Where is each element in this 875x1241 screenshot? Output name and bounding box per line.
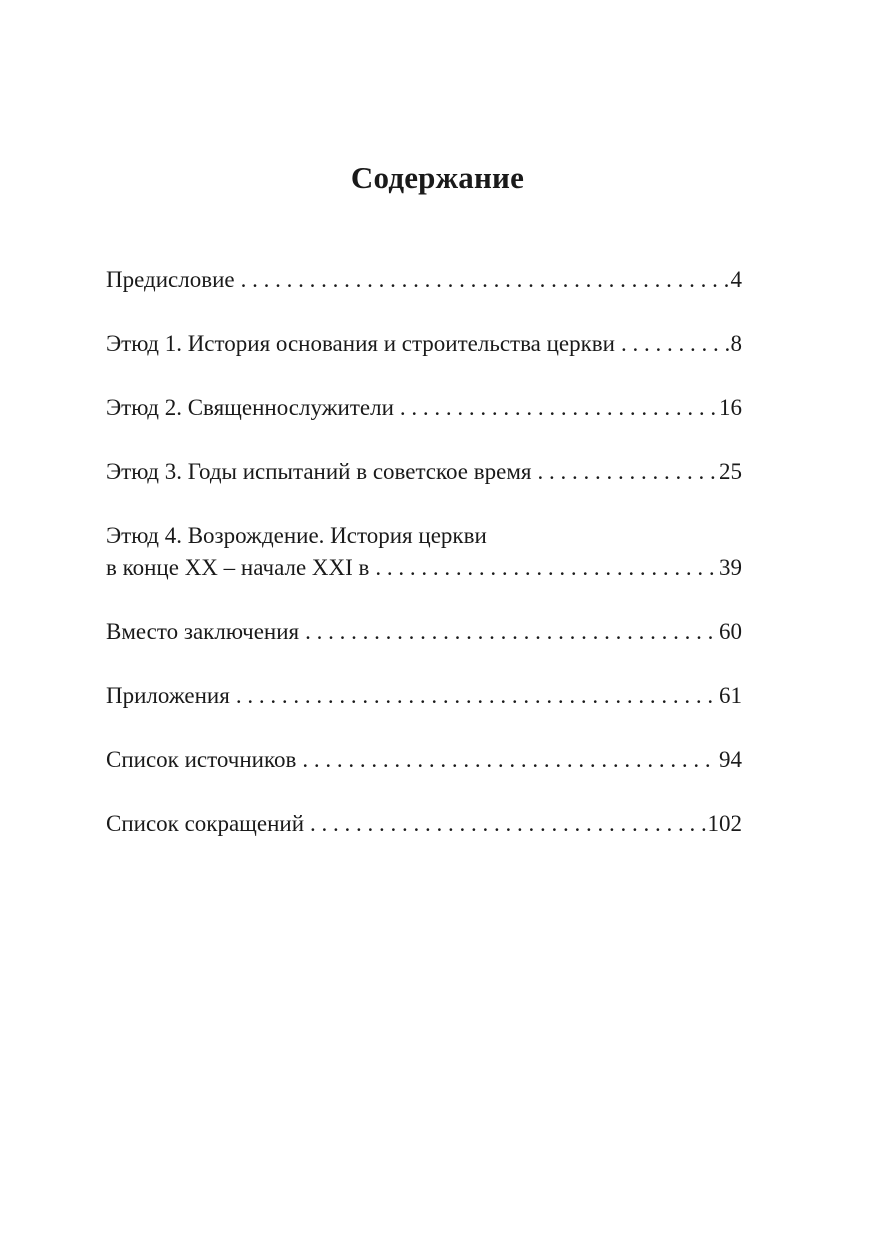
page-title: Содержание [350, 160, 525, 195]
toc-entry-sources[interactable] [106, 744, 742, 776]
toc-entry-preface[interactable] [106, 264, 742, 296]
dot-leader [299, 616, 717, 648]
dot-leader [296, 744, 717, 776]
dot-leader [615, 328, 729, 360]
toc-entry-abbreviations[interactable] [106, 808, 742, 840]
toc-entry-etude-2[interactable] [106, 392, 742, 424]
toc-entry-label-line2: в конце XX – начале XXI в [106, 555, 370, 580]
toc-entry-conclusion[interactable] [106, 616, 742, 648]
table-of-contents [106, 264, 742, 840]
toc-entry-etude-1[interactable] [106, 328, 742, 360]
dot-leader [304, 808, 705, 840]
toc-page-number: 94 [719, 747, 742, 772]
toc-entry-label: Вместо заключения [106, 619, 300, 644]
toc-entry-label: Этюд 1. История основания и строительства церкви [106, 331, 615, 356]
toc-page-number: 8 [730, 331, 742, 356]
toc-entry-label-line1: Этюд 4. Возрождение. История церкви [106, 523, 487, 548]
toc-page-number: 60 [719, 619, 742, 644]
toc-entry-label: Этюд 3. Годы испытаний в советское время [106, 459, 532, 484]
toc-entry-etude-4[interactable] [106, 520, 742, 584]
toc-entry-label: Этюд 2. Священнослужители [106, 395, 394, 420]
toc-page-number: 102 [707, 811, 742, 836]
dot-leader [235, 264, 729, 296]
toc-page-number: 61 [719, 683, 742, 708]
toc-entry-label: Приложения [106, 683, 230, 708]
toc-entry-etude-3[interactable] [106, 456, 742, 488]
dot-leader [531, 456, 717, 488]
toc-page-number: 39 [719, 555, 742, 580]
toc-page-number: 25 [719, 459, 742, 484]
toc-entry-label: Предисловие [106, 267, 235, 292]
toc-page-number: 4 [730, 267, 742, 292]
toc-entry-label: Список сокращений [106, 811, 305, 836]
toc-page-number: 16 [719, 395, 742, 420]
dot-leader [369, 552, 717, 584]
dot-leader [230, 680, 717, 712]
toc-entry-label: Список источников [106, 747, 297, 772]
toc-entry-appendices[interactable] [106, 680, 742, 712]
dot-leader [394, 392, 717, 424]
